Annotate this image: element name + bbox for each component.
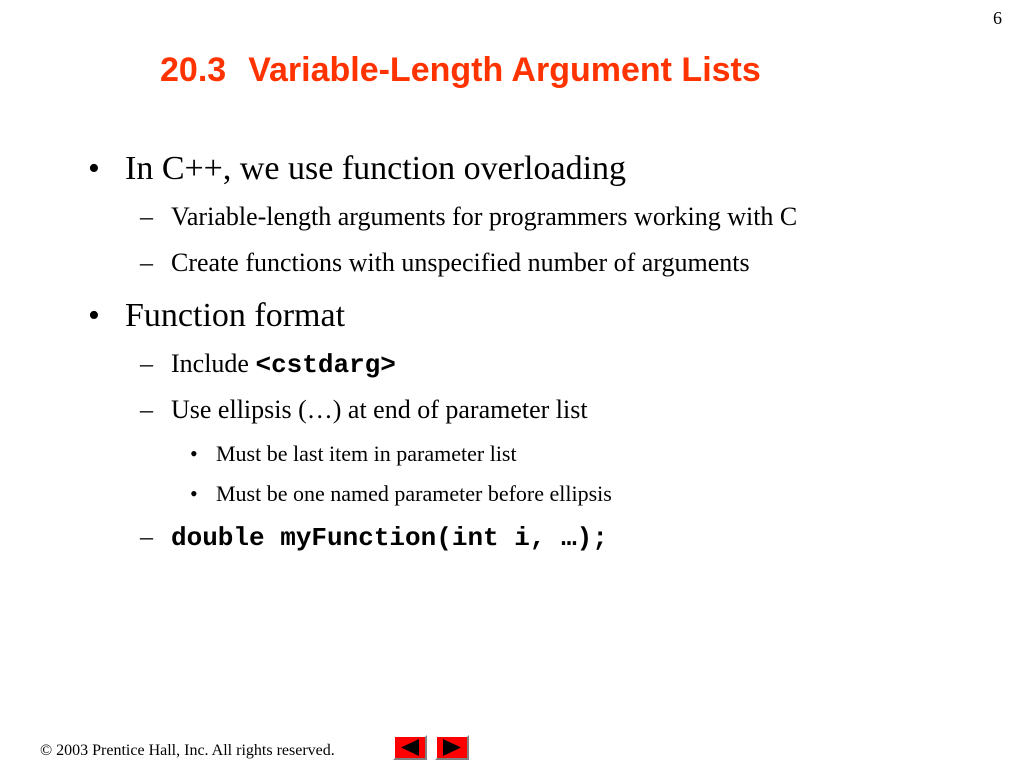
code-snippet: double myFunction(int i, …); (171, 523, 608, 553)
bullet-text: In C++, we use function overloading (125, 150, 627, 187)
sub-item-text: Create functions with unspecified number of arguments (171, 248, 750, 277)
sub-item-text: Use ellipsis (…) at end of parameter list (171, 395, 588, 424)
list-item (140, 394, 588, 426)
dash-marker: – (140, 202, 153, 231)
list-item (140, 247, 750, 279)
sub-item-text: Variable-length arguments for programmers working with C (171, 202, 798, 231)
sub-item-text: Include (171, 349, 256, 378)
footer-copyright (40, 741, 335, 761)
sub-sub-item-text: Must be one named parameter before ellipsis (216, 481, 612, 506)
bullet-marker: • (88, 297, 100, 334)
dash-marker: – (140, 349, 153, 378)
section-number: 20.3 (160, 51, 227, 89)
dash-marker: – (140, 522, 153, 551)
page-number: 6 (993, 8, 1002, 28)
bullet-marker: • (190, 441, 198, 466)
dash-marker: – (140, 395, 153, 424)
list-item (140, 521, 608, 554)
bullet-text: Function format (125, 297, 346, 334)
list-item (190, 440, 517, 468)
bullet-marker: • (88, 150, 100, 187)
list-item (140, 201, 797, 233)
list-item (190, 480, 612, 508)
previous-slide-button[interactable] (393, 735, 427, 760)
section-title: Variable-Length Argument Lists (248, 51, 761, 89)
left-triangle-icon (395, 737, 425, 758)
list-item (88, 149, 626, 189)
list-item (140, 348, 396, 381)
copyright-symbol: © (40, 742, 53, 759)
next-slide-button[interactable] (435, 735, 469, 760)
code-snippet: <cstdarg> (255, 350, 396, 380)
right-triangle-icon (437, 737, 467, 758)
sub-sub-item-text: Must be last item in parameter list (216, 441, 517, 466)
dash-marker: – (140, 248, 153, 277)
bullet-marker: • (190, 481, 198, 506)
copyright-text: 2003 Prentice Hall, Inc. All rights reserved. (52, 742, 335, 759)
list-item (88, 296, 345, 336)
